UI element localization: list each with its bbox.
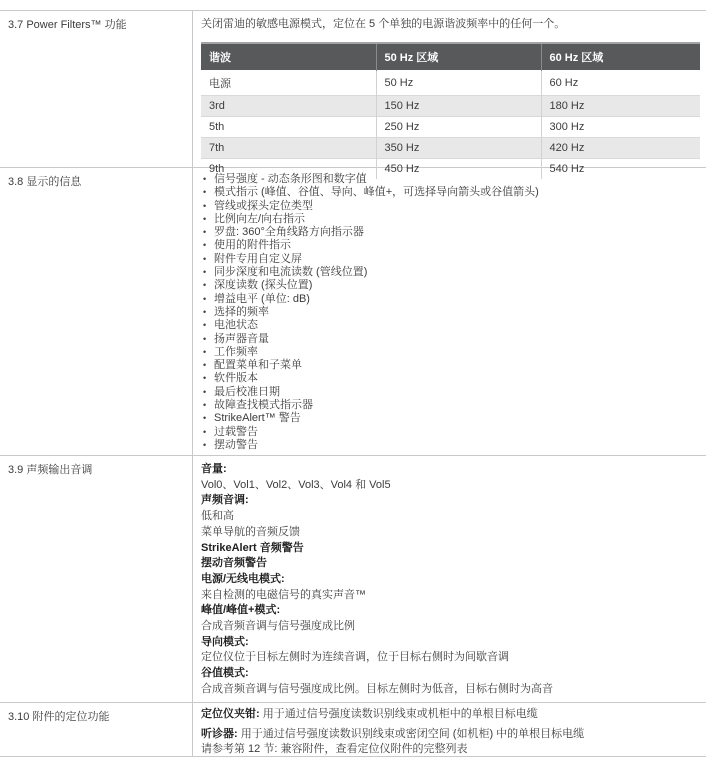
table-cell: 450 Hz: [376, 159, 541, 180]
audio-line: 菜单导航的音频反馈: [201, 525, 300, 538]
spec-document: [0, 10, 706, 757]
bullet-icon: •: [203, 426, 207, 437]
list-item: [203, 293, 700, 306]
table-cell: 电源: [201, 71, 376, 96]
display-info-list: [201, 168, 700, 452]
section-accessory-locate: [0, 702, 706, 757]
accessory-lines: [201, 703, 700, 757]
bullet-icon: •: [203, 439, 207, 450]
section-title-accessory-locate: 3.10 附件的定位功能: [0, 703, 193, 756]
list-item-text: 配置菜单和子菜单: [214, 359, 302, 372]
audio-line: 合成音频音调与信号强度成比例。目标左侧时为低音，目标右侧时为高音: [201, 682, 553, 695]
accessory-term: 定位仪夹钳:: [201, 708, 260, 720]
bullet-icon: •: [203, 360, 207, 371]
table-cell: 180 Hz: [541, 96, 700, 117]
audio-line: 来自检测的电磁信号的真实声音™: [201, 588, 366, 601]
list-item-text: 管线或探头定位类型: [214, 199, 313, 212]
audio-line-heading: StrikeAlert 音频警告: [201, 541, 304, 554]
list-item: [203, 173, 700, 186]
audio-line-heading: 电源/无线电模式:: [201, 572, 285, 585]
accessory-line: 听诊器: 用于通过信号强度读数识别线束或密闭空间 (如机柜) 中的单根目标电缆: [201, 728, 585, 740]
audio-line-heading: 声频音调:: [201, 494, 249, 507]
harmonics-col-header: 60 Hz 区域: [541, 43, 700, 71]
harmonics-body: [201, 71, 700, 180]
audio-line: Vol0、Vol1、Vol2、Vol3、Vol4 和 Vol5: [201, 478, 391, 491]
section-content-displayed-info: [193, 168, 706, 455]
list-item-text: 选择的频率: [214, 305, 269, 318]
list-item-text: 故障查找模式指示器: [214, 399, 313, 412]
audio-line: 低和高: [201, 510, 234, 523]
list-item-text: StrikeAlert™ 警告: [214, 412, 301, 425]
table-cell: 50 Hz: [376, 71, 541, 96]
bullet-icon: •: [203, 320, 207, 331]
list-item: [203, 279, 700, 292]
list-item: [203, 372, 700, 385]
bullet-icon: •: [203, 373, 207, 384]
table-row: [201, 138, 700, 159]
bullet-icon: •: [203, 174, 207, 184]
list-item-text: 模式指示 (峰值、谷值、导向、峰值+，可选择导向箭头或谷值箭头): [214, 186, 539, 199]
list-item: [203, 306, 700, 319]
audio-line-heading: 摆动音频警告: [201, 557, 267, 570]
audio-line-heading: 谷值模式:: [201, 667, 249, 680]
table-row: [201, 117, 700, 138]
list-item-text: 扬声器音量: [214, 332, 269, 345]
section-content-accessory-locate: [193, 703, 706, 756]
table-cell: 150 Hz: [376, 96, 541, 117]
harmonics-col-header: 谐波: [201, 43, 376, 71]
list-item-text: 软件版本: [214, 372, 258, 385]
list-item: [203, 186, 700, 199]
table-cell: 250 Hz: [376, 117, 541, 138]
harmonics-header-row: [201, 43, 700, 71]
list-item: [203, 346, 700, 359]
bullet-icon: •: [203, 346, 207, 357]
table-cell: 3rd: [201, 96, 376, 117]
bullet-icon: •: [203, 213, 207, 224]
list-item: [203, 239, 700, 252]
section-audio-tones: [0, 455, 706, 702]
table-cell: 300 Hz: [541, 117, 700, 138]
section-title-power-filters: 3.7 Power Filters™ 功能: [0, 11, 193, 167]
table-cell: 7th: [201, 138, 376, 159]
list-item: [203, 200, 700, 213]
power-filters-description: 关闭雷迪的敏感电源模式，定位在 5 个单独的电源谐波频率中的任何一个。: [201, 18, 566, 30]
audio-line-heading: 导向模式:: [201, 635, 249, 648]
list-item: [203, 333, 700, 346]
audio-line-heading: 音量:: [201, 463, 227, 475]
table-row: [201, 71, 700, 96]
section-content-power-filters: [193, 11, 706, 175]
list-item-text: 附件专用自定义屏: [214, 252, 302, 265]
list-item-text: 过载警告: [214, 425, 258, 438]
list-item: [203, 226, 700, 239]
bullet-icon: •: [203, 413, 207, 424]
list-item-text: 最后校准日期: [214, 385, 280, 398]
bullet-icon: •: [203, 187, 207, 198]
table-cell: 60 Hz: [541, 71, 700, 96]
section-title-audio-tones: 3.9 声频输出音调: [0, 456, 193, 702]
bullet-icon: •: [203, 253, 207, 264]
list-item: [203, 412, 700, 425]
audio-tones-lines: [201, 456, 700, 698]
list-item-text: 同步深度和电流读数 (管线位置): [214, 266, 368, 279]
list-item-text: 摆动警告: [214, 438, 258, 451]
bullet-icon: •: [203, 240, 207, 251]
list-item-text: 增益电平 (单位: dB): [214, 292, 310, 305]
list-item: [203, 359, 700, 372]
harmonics-col-header: 50 Hz 区域: [376, 43, 541, 71]
accessory-line: 请参考第 12 节: 兼容附件，查看定位仪附件的完整列表: [201, 743, 468, 755]
audio-line: 合成音频音调与信号强度成比例: [201, 620, 355, 633]
list-item-text: 电池状态: [214, 319, 258, 332]
accessory-term: 听诊器:: [201, 728, 238, 740]
bullet-icon: •: [203, 400, 207, 411]
list-item: [203, 426, 700, 439]
bullet-icon: •: [203, 333, 207, 344]
list-item-text: 工作频率: [214, 345, 258, 358]
list-item: [203, 253, 700, 266]
bullet-icon: •: [203, 386, 207, 397]
list-item: [203, 386, 700, 399]
section-power-filters: [0, 10, 706, 175]
list-item: [203, 399, 700, 412]
section-content-audio-tones: [193, 456, 706, 702]
bullet-icon: •: [203, 200, 207, 211]
bullet-icon: •: [203, 293, 207, 304]
bullet-icon: •: [203, 280, 207, 291]
list-item-text: 比例向左/向右指示: [214, 212, 306, 225]
bullet-icon: •: [203, 306, 207, 317]
audio-line-heading: 峰值/峰值+模式:: [201, 604, 281, 617]
table-cell: 540 Hz: [541, 159, 700, 180]
audio-line: 定位仪位于目标左侧时为连续音调，位于目标右侧时为间歇音调: [201, 651, 509, 664]
list-item: [203, 319, 700, 332]
list-item-text: 使用的附件指示: [214, 239, 291, 252]
accessory-line: 定位仪夹钳: 用于通过信号强度读数识别线束或机柜中的单根目标电缆: [201, 708, 538, 720]
harmonics-table: [201, 42, 700, 179]
bullet-icon: •: [203, 267, 207, 278]
list-item: [203, 266, 700, 279]
bullet-icon: •: [203, 227, 207, 238]
table-cell: 350 Hz: [376, 138, 541, 159]
list-item: [203, 439, 700, 452]
section-title-displayed-info: 3.8 显示的信息: [0, 168, 193, 455]
list-item-text: 深度读数 (探头位置): [214, 279, 313, 292]
table-row: [201, 96, 700, 117]
table-cell: 420 Hz: [541, 138, 700, 159]
section-displayed-info: [0, 167, 706, 455]
list-item-text: 罗盘: 360°全角线路方向指示器: [214, 226, 364, 239]
table-cell: 9th: [201, 159, 376, 180]
list-item-text: 信号强度 - 动态条形图和数字值: [214, 173, 367, 185]
table-cell: 5th: [201, 117, 376, 138]
list-item: [203, 213, 700, 226]
